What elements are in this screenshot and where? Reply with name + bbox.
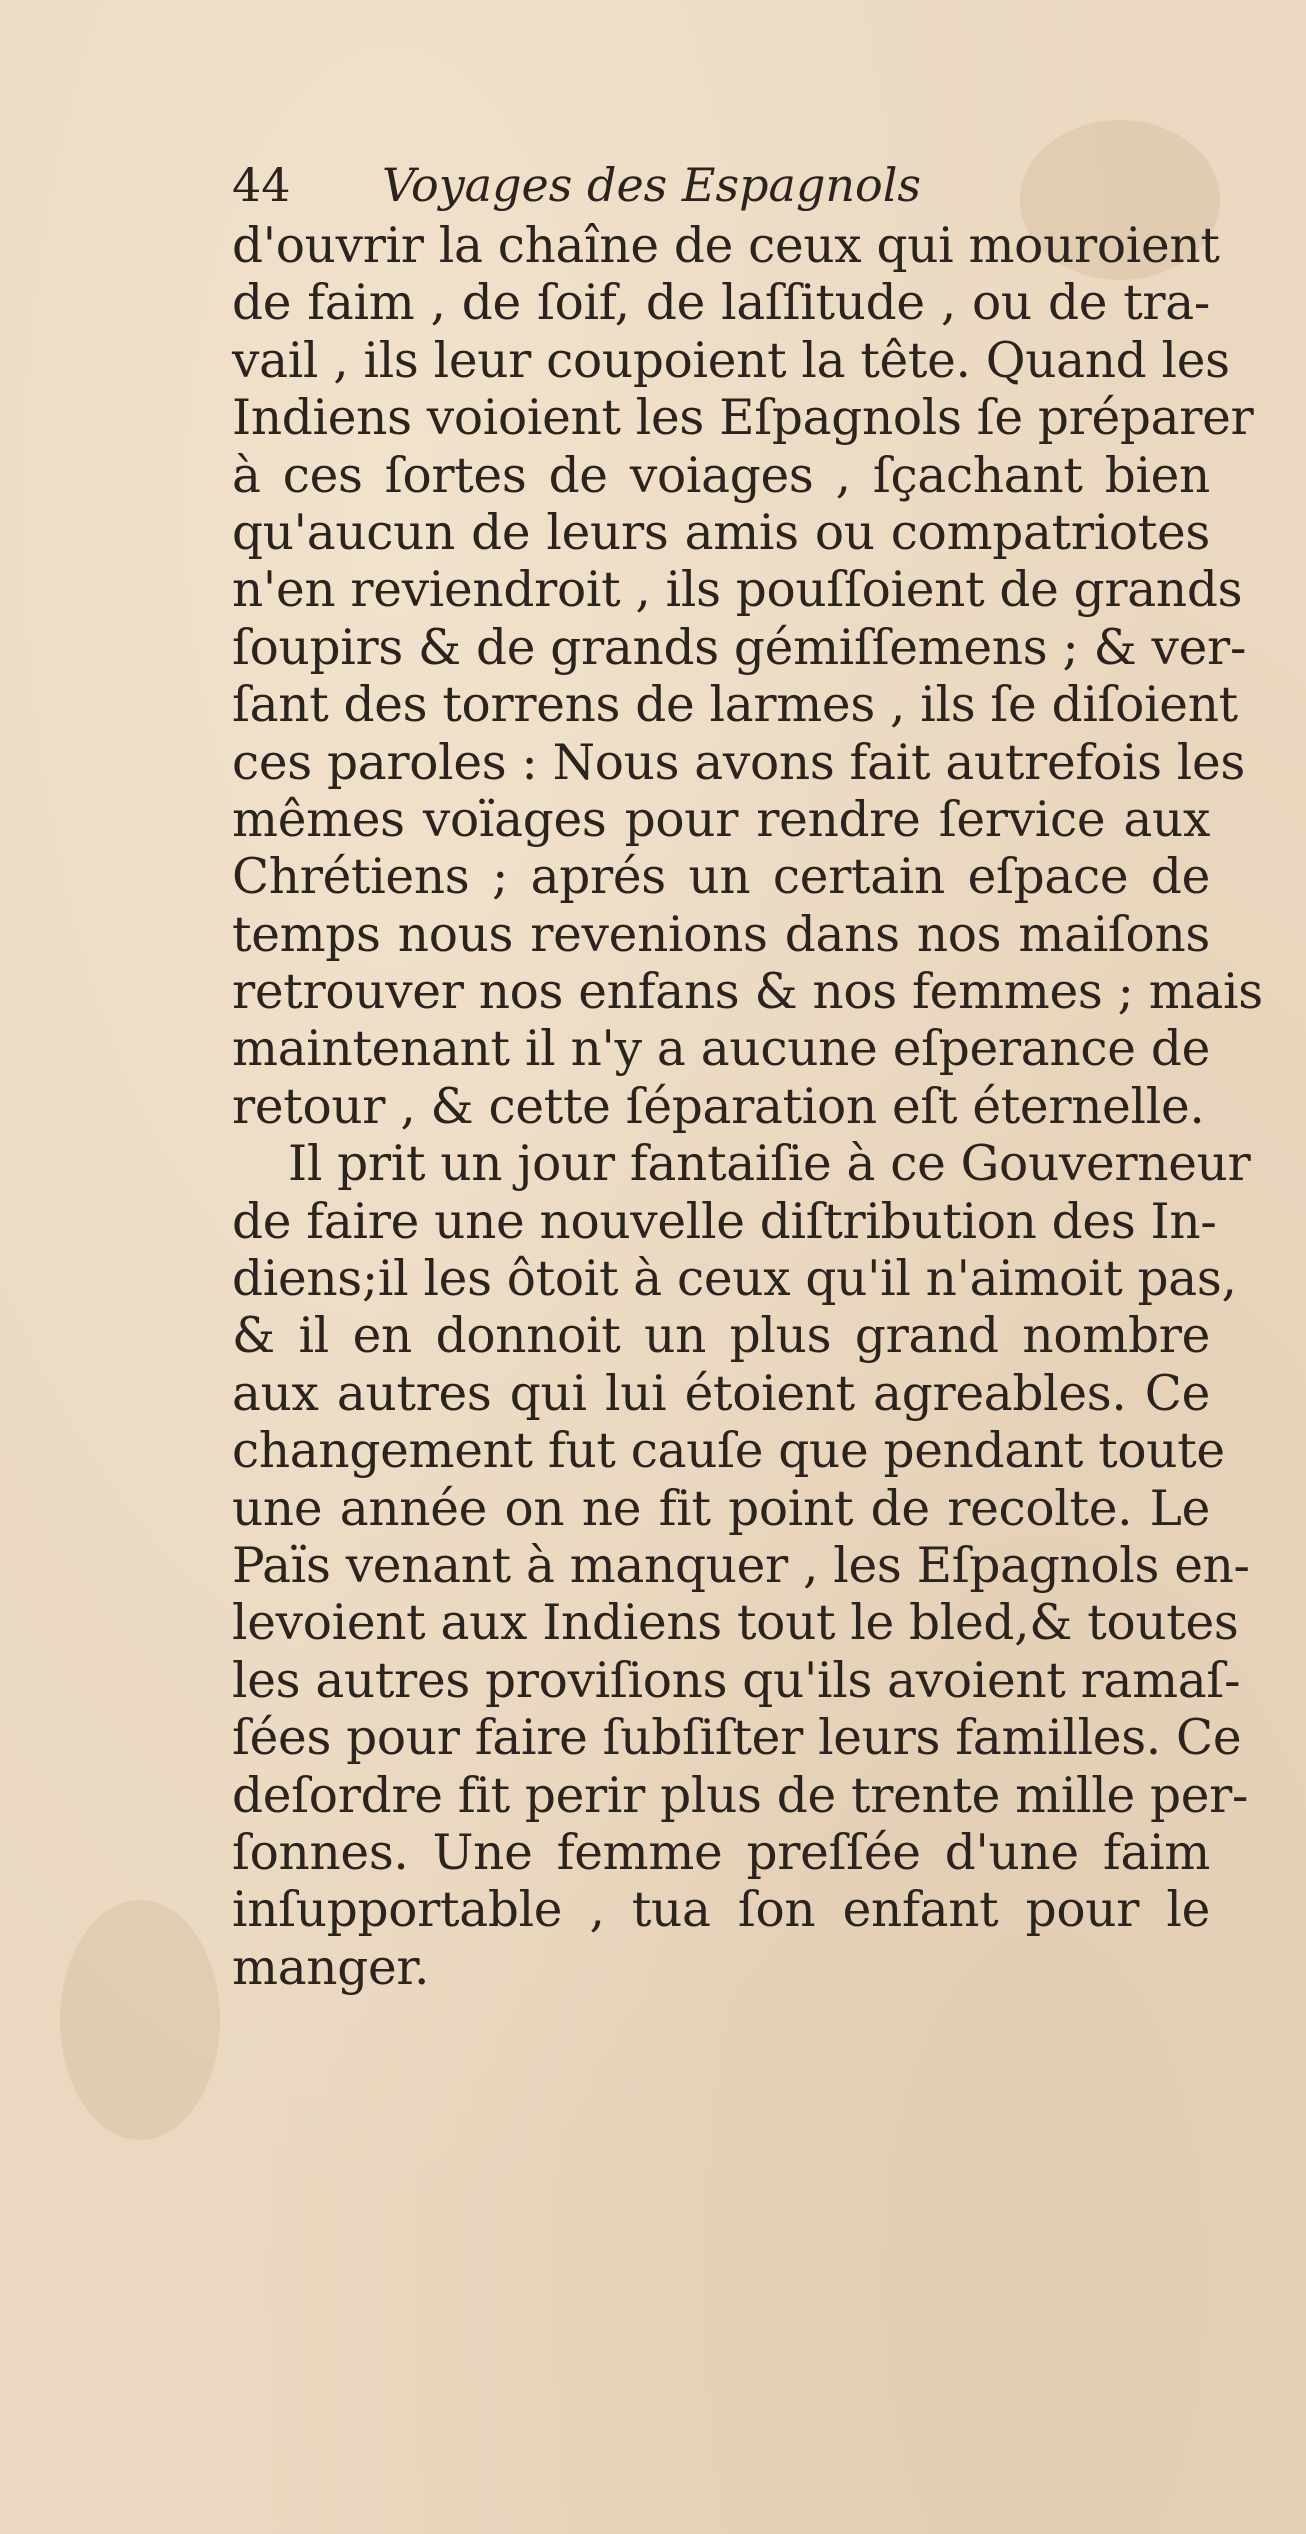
text-line: retour , & cette ſéparation eſt éternelle. [232,1078,1205,1135]
text-line: ſonnes. Une femme preſſée d'une faim [232,1824,1210,1881]
text-line: changement fut cauſe que pendant toute [232,1423,1225,1480]
text-line: manger. [232,1939,430,1996]
text-line: diens;il les ôtoit à ceux qu'il n'aimoit pas, [232,1251,1237,1308]
text-line: de faire une nouvelle diſtribution des In- [232,1193,1217,1250]
text-line: levoient aux Indiens tout le bled,& toutes [232,1595,1239,1652]
text-line: temps nous revenions dans nos maiſons [232,906,1210,963]
text-line: les autres proviſions qu'ils avoient ramaſ- [232,1652,1241,1709]
text-line: Indiens voioient les Eſpagnols ſe préparer [232,390,1254,447]
text-line: à ces ſortes de voiages , ſçachant bien [232,447,1210,504]
page-header [232,150,1132,220]
text-line: & il en donnoit un plus grand nombre [232,1308,1210,1365]
text-line: mêmes voïages pour rendre ſervice aux [232,791,1210,848]
text-line: ces paroles : Nous avons fait autrefois les [232,734,1246,791]
text-line: vail , ils leur coupoient la tête. Quand les [232,332,1230,389]
text-line: retrouver nos enfans & nos femmes ; mais [232,964,1263,1021]
text-line: Chrétiens ; aprés un certain eſpace de [232,849,1210,906]
text-line: qu'aucun de leurs amis ou compatriotes [232,504,1210,561]
text-line: inſupportable , tua ſon enfant pour le [232,1882,1210,1939]
text-line: ſoupirs & de grands gémiſſemens ; & ver- [232,619,1247,676]
text-line: deſordre fit perir plus de trente mille per- [232,1767,1249,1824]
text-line: ſées pour faire ſubſiſter leurs familles. Ce [232,1710,1242,1767]
text-line: une année on ne fit point de recolte. Le [232,1480,1210,1537]
text-line: Païs venant à manquer , les Eſpagnols en- [232,1537,1250,1594]
text-line: Il prit un jour fantaiſie à ce Gouverneur [288,1136,1251,1193]
paper-stain [60,1900,220,2140]
body-text [232,218,1263,1997]
page-number: 44 [232,158,291,212]
text-line: aux autres qui lui étoient agreables. Ce [232,1365,1210,1422]
text-line: maintenant il n'y a aucune eſperance de [232,1021,1210,1078]
text-line: ſant des torrens de larmes , ils ſe diſoient [232,677,1238,734]
text-line: d'ouvrir la chaîne de ceux qui mouroient [232,218,1220,274]
running-head: Voyages des Espagnols [382,158,922,212]
text-line: n'en reviendroit , ils pouſſoient de grands [232,562,1243,619]
text-line: de faim , de ſoif, de laſſitude , ou de tra- [232,275,1210,332]
